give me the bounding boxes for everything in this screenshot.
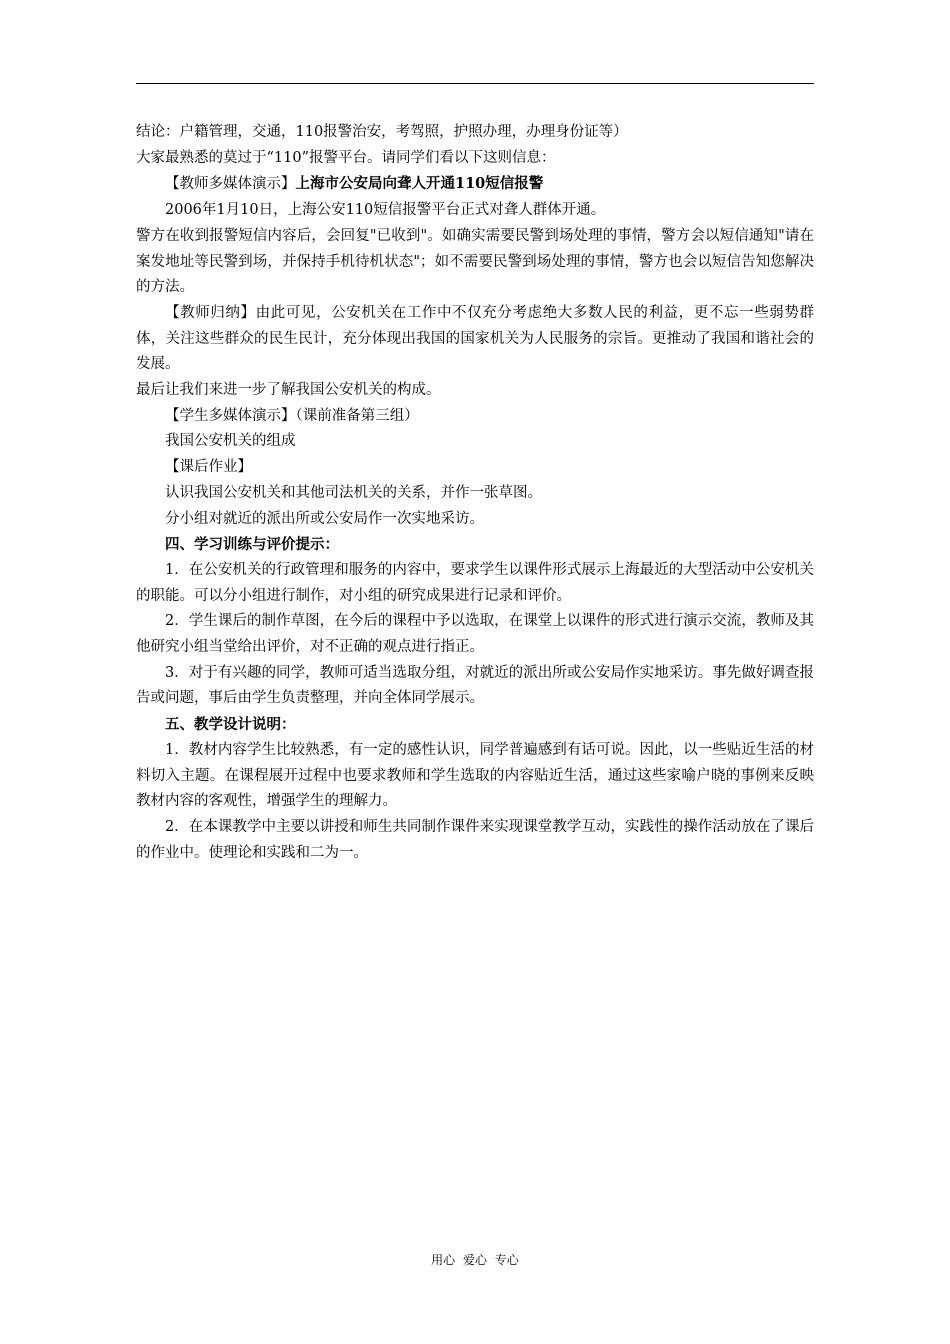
news-date-paragraph: 2006年1月10日，上海公安110短信报警平台正式对聋人群体开通。: [165, 202, 606, 219]
section-four-heading: 四、学习训练与评价提示：: [165, 536, 339, 554]
design-item-2: 2．在本课教学中主要以讲授和师生共同制作课件来实现课堂教学互动，实践性的操作活动放在了课后的作业中。使理论和实践和二为一。: [136, 818, 814, 861]
teacher-summary-text: 由此可见，公安机关在工作中不仅充分考虑绝大多数人民的利益，更不忘一些弱势群体，关注这些群众的民生民计，充分体现出我国的国家机关为人民服务的宗旨。更推动了我国和谐社会的发展。: [136, 304, 815, 373]
teacher-demo-title: 上海市公安局向聋人开通110短信报警: [295, 175, 544, 193]
conclusion-paragraph: 结论：户籍管理，交通，110报警治安，考驾照，护照办理，办理身份证等）: [136, 124, 628, 140]
page-footer: 用心 爱心 专心: [431, 1253, 519, 1267]
student-demo-paragraph: 【学生多媒体演示】（课前准备第三组）: [165, 407, 419, 424]
news-body-paragraph: 警方在收到报警短信内容后，会回复"已收到"。如确实需要民警到场处理的事情，警方会以短信通知"请在案发地址等民警到场，并保持手机待机状态"；如不需要民警到场处理的事情，警方也会以短信告知您解决的方法。: [136, 227, 814, 296]
section-five-heading: 五、教学设计说明：: [165, 716, 296, 734]
intro-paragraph: 大家最熟悉的莫过于“110”报警平台。请同学们看以下这则信息：: [136, 149, 556, 166]
training-item-1: 1．在公安机关的行政管理和服务的内容中，要求学生以课件形式展示上海最近的大型活动中公安机关的职能。可以分小组进行制作，对小组的研究成果进行记录和评价。: [136, 561, 814, 604]
transition-paragraph: 最后让我们来进一步了解我国公安机关的构成。: [136, 382, 441, 399]
teacher-summary-label: 【教师归纳】: [165, 304, 256, 321]
training-item-3: 3．对于有兴趣的同学，教师可适当选取分组，对就近的派出所或公安局作实地采访。事先做好调查报告或问题，事后由学生负责整理，并向全体同学展示。: [136, 664, 814, 707]
teacher-demo-label: 【教师多媒体演示】: [165, 176, 296, 193]
training-item-2: 2．学生课后的制作草图，在今后的课程中予以选取，在课堂上以课件的形式进行演示交流，教师及其他研究小组当堂给出评价，对不正确的观点进行指正。: [136, 613, 814, 656]
header-rule: [136, 83, 814, 84]
homework-heading: 【课后作业】: [165, 459, 252, 476]
design-item-1: 1．教材内容学生比较熟悉，有一定的感性认识，同学普遍感到有话可说。因此，以一些贴近生活的材料切入主题。在课程展开过程中也要求教师和学生选取的内容贴近生活，通过这些家喻户晓的事例来反映教材内容的客观性，增强学生的理解力。: [136, 741, 814, 810]
teacher-summary-paragraph: [136, 301, 814, 378]
police-structure-paragraph: 我国公安机关的组成: [165, 433, 296, 450]
teacher-demo-heading: [136, 171, 814, 198]
homework-item-1: 认识我国公安机关和其他司法机关的关系，并作一张草图。: [165, 484, 542, 501]
document-body: [136, 120, 814, 866]
homework-item-2: 分小组对就近的派出所或公安局作一次实地采访。: [165, 510, 484, 527]
